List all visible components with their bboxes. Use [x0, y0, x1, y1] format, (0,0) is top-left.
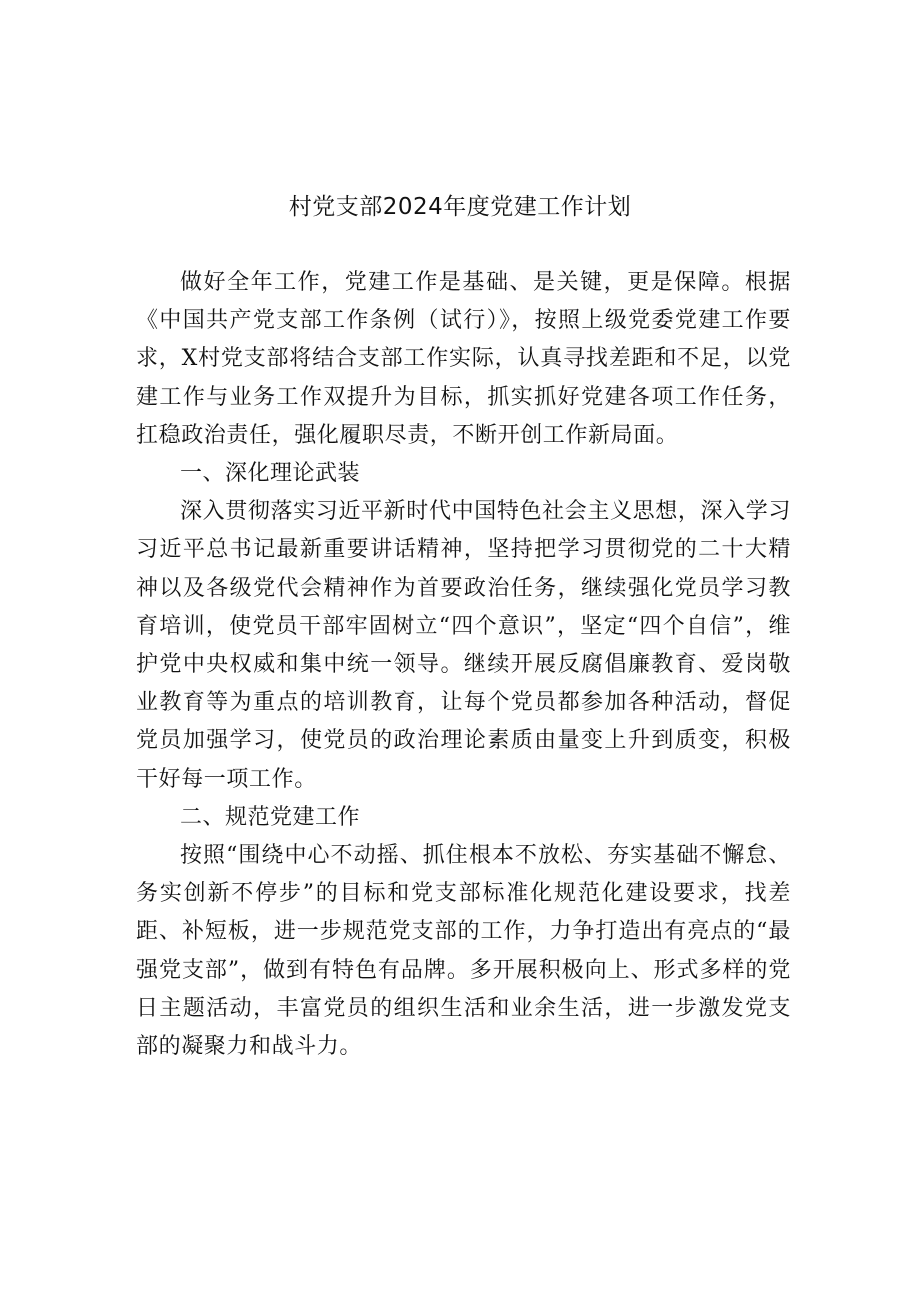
intro-paragraph: 做好全年工作，党建工作是基础、是关键，更是保障。根据《中国共产党支部工作条例（试行）》，按照上级党委党建工作要求，X村党支部将结合支部工作实际，认真寻找差距和不足，以党建工作与业务工作双提升为目标，抓实抓好党建各项工作任务，扛稳政治责任，强化履职尽责，不断开创工作新局面。 [136, 270, 791, 448]
section-paragraph-theory: 深入贯彻落实习近平新时代中国特色社会主义思想，深入学习习近平总书记最新重要讲话精神，坚持把学习贯彻党的二十大精神以及各级党代会精神作为首要政治任务，继续强化党员学习教育培训，使党员干部牢固树立“四个意识”，坚定“四个自信”，维护党中央权威和集中统一领导。继续开展反腐倡廉教育、爱岗敬业教育等为重点的培训教育，让每个党员都参加各种活动，督促党员加强学习，使党员的政治理论素质由量变上升到质变，积极干好每一项工作。 [136, 499, 791, 792]
section-heading-standardize: 二、规范党建工作 [180, 804, 361, 830]
section-paragraph-standardize: 按照“围绕中心不动摇、抓住根本不放松、夯实基础不懈怠、务实创新不停步”的目标和党支部标准化规范化建设要求，找差距、补短板，进一步规范党支部的工作，力争打造出有亮点的“最强党支部”，做到有特色有品牌。多开展积极向上、形式多样的党日主题活动，丰富党员的组织生活和业余生活，进一步激发党支部的凝聚力和战斗力。 [136, 843, 791, 1060]
section-heading-theory: 一、深化理论武装 [180, 461, 361, 487]
document-title: 村党支部2024年度党建工作计划 [288, 194, 632, 221]
document-body [136, 264, 791, 1066]
